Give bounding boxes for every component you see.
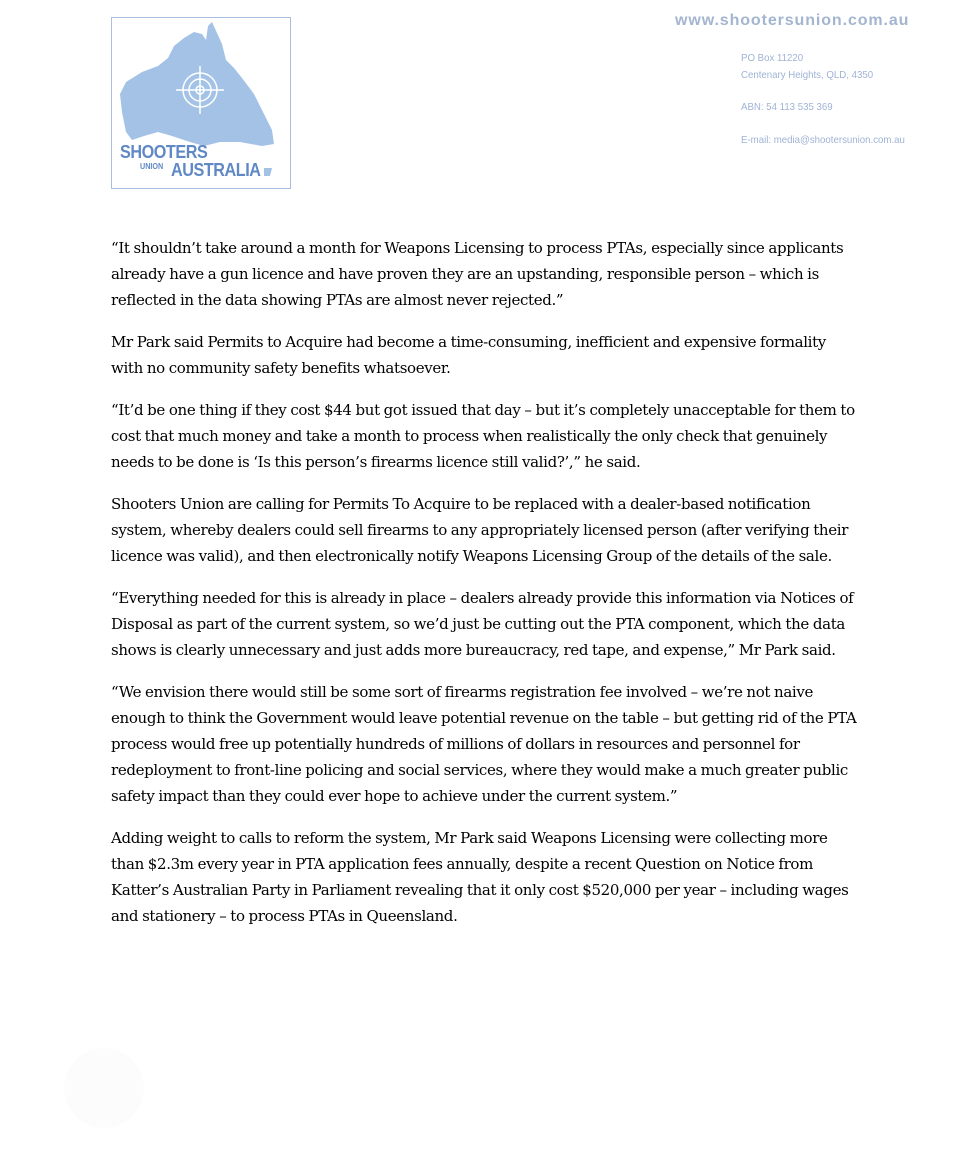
email[interactable]: E-mail: media@shootersunion.com.au [741,133,905,146]
logo [111,17,291,189]
abn: ABN: 54 113 535 369 [741,101,833,113]
contact-block [741,50,905,148]
paragraph-5: “Everything needed for this is already in place – dealers already provide this information via Notices of Disposal as part of the current system, so we’d just be cutting out the PTA component, which the data shows is clearly unnecessary and just adds more bureaucracy, red tape, and expense,” Mr Park said. [111,589,854,659]
watermark-circle [64,1048,144,1128]
paragraph-1: “It shouldn’t take around a month for Weapons Licensing to process PTAs, especially since applicants already have a gun licence and have proven they are an upstanding, responsible person – which is reflected in the data showing PTAs are almost never rejected.” [111,239,844,309]
australia-shape [120,22,274,146]
logo-line1: SHOOTERS [120,142,208,162]
address: Centenary Heights, QLD, 4350 [741,68,874,81]
logo-union: UNION [140,162,164,171]
website-url[interactable]: www.shootersunion.com.au [675,12,910,29]
paragraph-3: “It’d be one thing if they cost $44 but got issued that day – but it’s completely unacceptable for them to cost that much money and take a month to process when realistically the only check that genuinely needs to be done is ‘Is this person’s firearms licence still valid?’,” he said. [111,401,855,471]
paragraph-4: Shooters Union are calling for Permits To Acquire to be replaced with a dealer-based notification system, whereby dealers could sell firearms to any appropriately licensed person (after verifying their licence was valid), and then electronically notify Weapons Licensing Group of the details of the sale. [111,495,849,565]
paragraph-6: “We envision there would still be some sort of firearms registration fee involved – we’re not naive enough to think the Government would leave potential revenue on the table – but getting rid of the PTA process would free up potentially hundreds of millions of dollars in resources and personnel for redeployment to front-line policing and social services, where they would make a much greater public safety impact than they could ever hope to achieve under the current system.” [111,683,857,805]
paragraph-7: Adding weight to calls to reform the system, Mr Park said Weapons Licensing were collecting more than $2.3m every year in PTA application fees annually, despite a recent Question on Notice from Katter’s Australian Party in Parliament revealing that it only cost $520,000 per year – including wages and stationery – to process PTAs in Queensland. [111,829,849,925]
paragraph-2: Mr Park said Permits to Acquire had become a time-consuming, inefficient and expensive formality with no community safety benefits whatsoever. [111,333,826,377]
article-body [111,235,859,945]
logo-line2: AUSTRALIA [171,160,261,180]
po-box: PO Box 11220 [741,52,804,64]
tasmania-shape [264,168,272,176]
